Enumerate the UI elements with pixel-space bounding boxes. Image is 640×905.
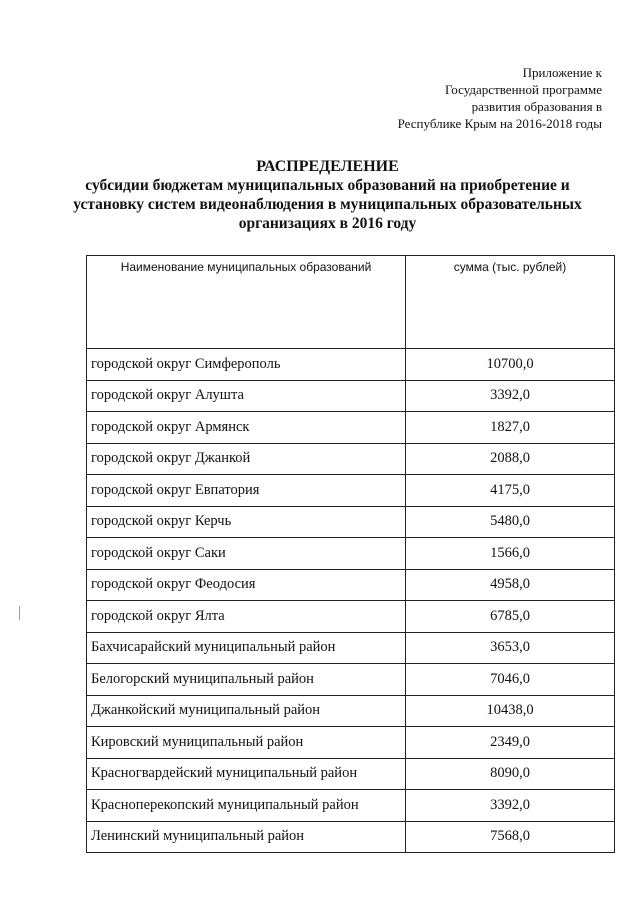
subsidy-amount: 2349,0 [406, 727, 615, 759]
header-name: Наименование муниципальных образований [87, 256, 406, 349]
appendix-line: развития образования в [471, 99, 602, 114]
municipality-name: городской округ Феодосия [87, 569, 406, 601]
document-title [40, 157, 615, 233]
subsidy-amount: 8090,0 [406, 758, 615, 790]
table-row [87, 632, 615, 664]
subsidy-amount: 1566,0 [406, 538, 615, 570]
municipality-name: Красноперекопский муниципальный район [87, 790, 406, 822]
scan-mark [19, 606, 20, 620]
table-row [87, 506, 615, 538]
distribution-table [86, 255, 615, 853]
subsidy-amount: 4175,0 [406, 475, 615, 507]
title-line: субсидии бюджетам муниципальных образований на приобретение и [85, 177, 570, 194]
municipality-name: городской округ Евпатория [87, 475, 406, 507]
subsidy-amount: 2088,0 [406, 443, 615, 475]
municipality-name: городской округ Ялта [87, 601, 406, 633]
appendix-line: Приложение к [522, 65, 602, 80]
table-header-row [87, 256, 615, 349]
municipality-name: Кировский муниципальный район [87, 727, 406, 759]
municipality-name: Джанкойский муниципальный район [87, 695, 406, 727]
table-row [87, 569, 615, 601]
table-row [87, 349, 615, 381]
header-sum: сумма (тыс. рублей) [406, 256, 615, 349]
table-row [87, 601, 615, 633]
table-row [87, 664, 615, 696]
title-main: РАСПРЕДЕЛЕНИЕ [256, 158, 399, 175]
title-line: организациях в 2016 году [238, 215, 417, 232]
subsidy-amount: 7046,0 [406, 664, 615, 696]
subsidy-amount: 3392,0 [406, 380, 615, 412]
subsidy-amount: 5480,0 [406, 506, 615, 538]
table-row [87, 443, 615, 475]
table-row [87, 380, 615, 412]
table-row [87, 758, 615, 790]
municipality-name: городской округ Симферополь [87, 349, 406, 381]
appendix-line: Государственной программе [444, 82, 602, 97]
subsidy-amount: 10700,0 [406, 349, 615, 381]
appendix-note [398, 64, 602, 132]
municipality-name: городской округ Керчь [87, 506, 406, 538]
table-row [87, 412, 615, 444]
subsidy-amount: 6785,0 [406, 601, 615, 633]
subsidy-amount: 4958,0 [406, 569, 615, 601]
table-row [87, 538, 615, 570]
municipality-name: Ленинский муниципальный район [87, 821, 406, 853]
municipality-name: Белогорский муниципальный район [87, 664, 406, 696]
municipality-name: городской округ Джанкой [87, 443, 406, 475]
subsidy-amount: 1827,0 [406, 412, 615, 444]
subsidy-amount: 7568,0 [406, 821, 615, 853]
municipality-name: городской округ Армянск [87, 412, 406, 444]
table-row [87, 695, 615, 727]
municipality-name: городской округ Саки [87, 538, 406, 570]
municipality-name: Красногвардейский муниципальный район [87, 758, 406, 790]
subsidy-amount: 3653,0 [406, 632, 615, 664]
table-row [87, 727, 615, 759]
appendix-line: Республике Крым на 2016-2018 годы [397, 116, 602, 131]
municipality-name: городской округ Алушта [87, 380, 406, 412]
municipality-name: Бахчисарайский муниципальный район [87, 632, 406, 664]
table-row [87, 821, 615, 853]
table-row [87, 790, 615, 822]
title-line: установку систем видеонаблюдения в муниципальных образовательных [73, 196, 582, 213]
table-row [87, 475, 615, 507]
subsidy-amount: 3392,0 [406, 790, 615, 822]
subsidy-amount: 10438,0 [406, 695, 615, 727]
